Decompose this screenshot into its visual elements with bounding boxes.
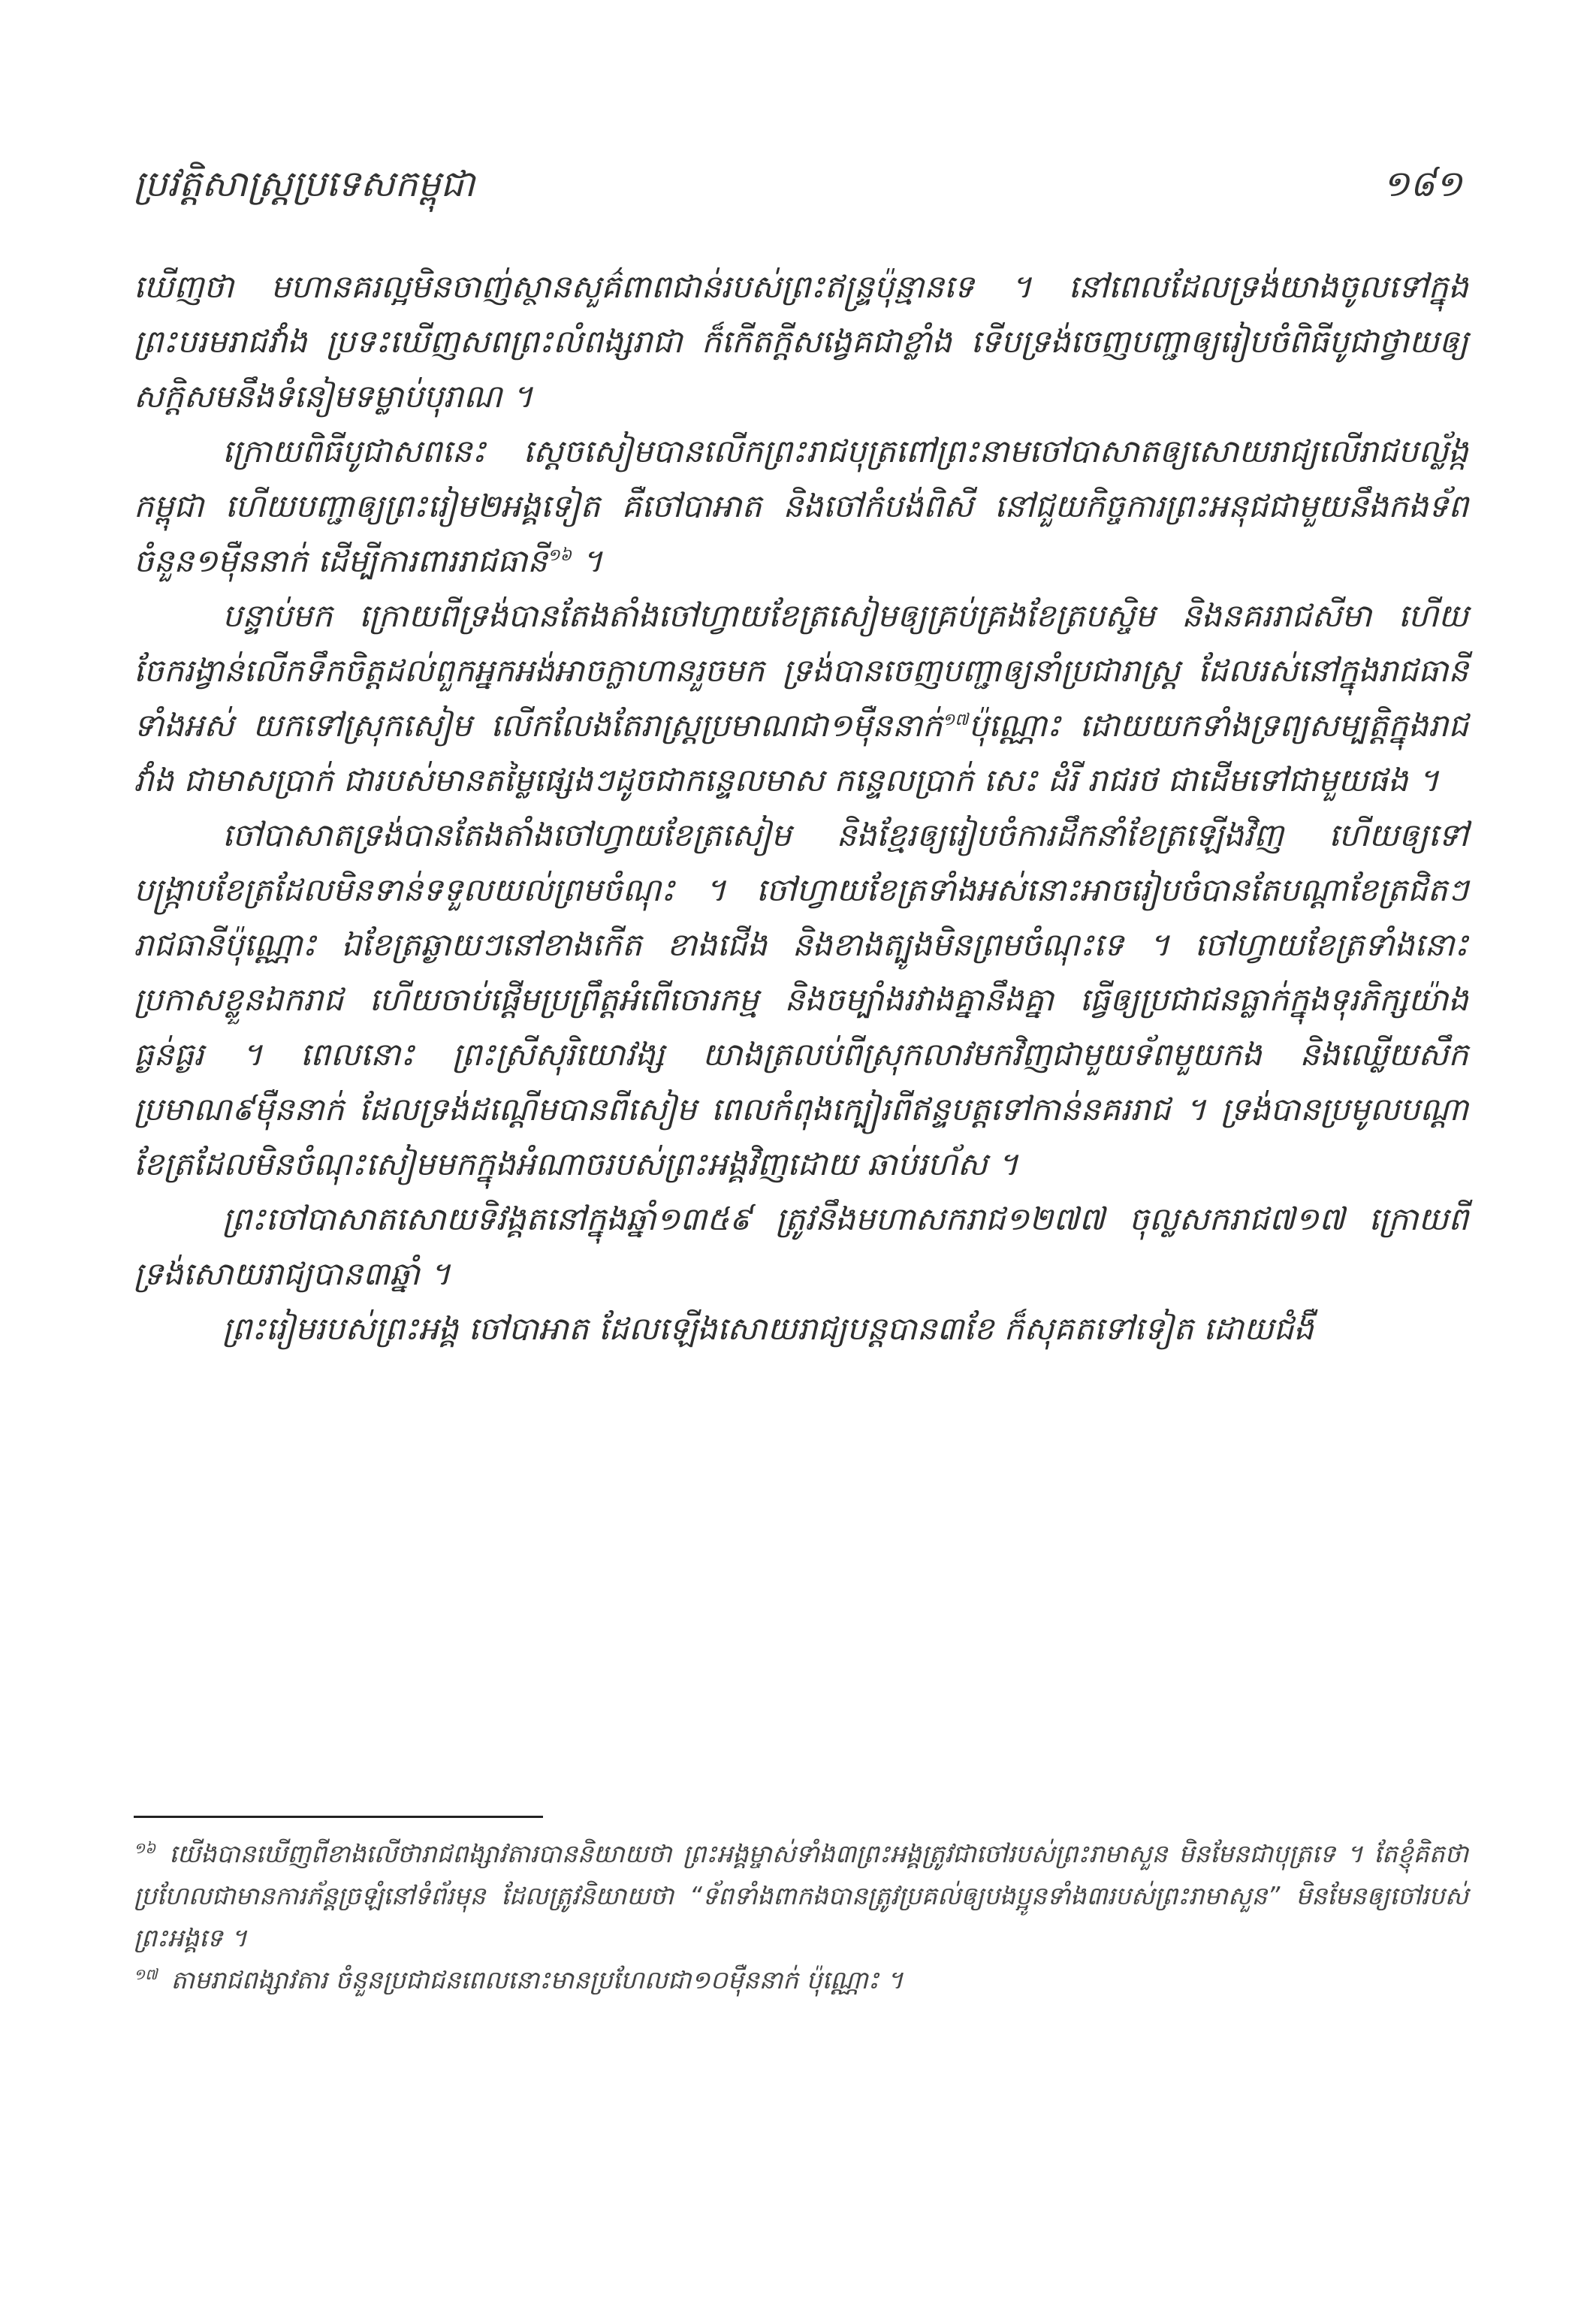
footnote-number: ១៦ (134, 1839, 156, 1857)
body-text (134, 259, 1468, 1356)
paragraph-text: ក្រោយពិធីបូជាសពនេះ ស្ដេចសៀមបានលើកព្រះរាជបុត្រពៅព្រះនាមចៅបាសាតឲ្យសោយរាជ្យលើរាជបល្ល័ង្កកម្ពុជា ហើយបញ្ជាឲ្យព្រះរៀម២អង្គទៀត គឺចៅបាអាត និងចៅកំបង់ពិសី នៅជួយកិច្ចការព្រះអនុជជាមួយនឹងកងទ័ពចំនួន១ម៉ឺននាក់ ដើម្បីការពាររាជធានី (134, 433, 1468, 579)
paragraph (134, 424, 1468, 588)
footnote-number: ១៧ (134, 1965, 158, 1983)
paragraph-continuation (134, 259, 1468, 424)
running-title: ប្រវត្តិសាស្ត្រប្រទេសកម្ពុជា (134, 163, 475, 205)
paragraph-text: ព្រះរៀមរបស់ព្រះអង្គ ចៅបាអាត ដែលឡើងសោយរាជ្យបន្តបាន៣ខែ ក៏សុគតទៅទៀត ដោយជំងឺ (222, 1310, 1314, 1347)
paragraph-text: ឃើញថា មហានគរល្អមិនចាញ់ស្ថានសួគ៌ពាពជាន់របស់ព្រះឥន្ទ្រប៉ុន្មានទេ ។ នៅពេលដែលទ្រង់យាងចូលទៅក្នុងព្រះបរមរាជវាំង ប្រទះឃើញសពព្រះលំពង្សរាជា ក៏កើតក្ដីសង្វេគជាខ្លាំង ទើបទ្រង់ចេញបញ្ជាឲ្យរៀបចំពិធីបូជាថ្វាយឲ្យសក្ដិសមនឹងទំនៀមទម្លាប់បុរាណ ។ (134, 268, 1468, 415)
footnote (134, 1959, 1468, 2001)
footnotes (134, 1833, 1468, 2001)
footnote-reference[interactable]: ១៧ (942, 711, 969, 729)
paragraph-text: ចៅបាសាតទ្រង់បានតែងតាំងចៅហ្វាយខែត្រសៀម និងខ្មែរឲ្យរៀបចំការដឹកនាំខែត្រឡើងវិញ ហើយឲ្យទៅបង្ក្រាបខែត្រដែលមិនទាន់ទទួលយល់ព្រមចំណុះ ។ ចៅហ្វាយខែត្រទាំងអស់នោះអាចរៀបចំបានតែបណ្ដាខែត្រជិតៗរាជធានីប៉ុណ្ណោះ ឯខែត្រឆ្ងាយៗនៅខាងកើត ខាងជើង និងខាងត្បូងមិនព្រមចំណុះទេ ។ ចៅហ្វាយខែត្រទាំងនោះប្រកាសខ្លួនឯករាជ ហើយចាប់ផ្ដើមប្រព្រឹត្តអំពើចោរកម្ម និងចម្បាំងរវាងគ្នានឹងគ្នា ធ្វើឲ្យប្រជាជនធ្លាក់ក្នុងទុរភិក្សយ៉ាងធ្ងន់ធ្ងរ ។ ពេលនោះ ព្រះស្រីសុរិយោវង្ស យាងត្រលប់ពីស្រុកលាវមកវិញជាមួយទ័ពមួយកង និងឈ្លើយសឹកប្រមាណ៩ម៉ឺននាក់ ដែលទ្រង់ដណ្ដើមបានពីសៀម ពេលកំពុងក្បៀរពីឥន្ទបត្តទៅកាន់នគររាជ ។ ទ្រង់បានប្រមូលបណ្ដាខែត្រដែលមិនចំណុះសៀមមកក្នុងអំណាចរបស់ព្រះអង្គវិញដោយ ឆាប់រហ័ស ។ (134, 817, 1468, 1182)
page-header (134, 158, 1462, 218)
paragraph-text: ព្រះចៅបាសាតសោយទិវង្គតនៅក្នុងឆ្នាំ១៣៥៩ ត្រូវនឹងមហាសករាជ១២៧៧ ចុល្លសករាជ៧១៧ ក្រោយពីទ្រង់សោយរាជ្យបាន៣ឆ្នាំ ។ (134, 1200, 1468, 1292)
footnote-divider (134, 1816, 543, 1818)
paragraph-text: បន្ទាប់មក ក្រោយពីទ្រង់បានតែងតាំងចៅហ្វាយខែត្រសៀមឲ្យគ្រប់គ្រងខែត្របស្ចិម និងនគររាជសីមា ហើយចែករង្វាន់លើកទឹកចិត្តដល់ពួកអ្នកអង់អាចក្លាហានរួចមក ទ្រង់បានចេញបញ្ជាឲ្យនាំប្រជារាស្ត្រ ដែលរស់នៅក្នុងរាជធានីទាំងអស់ យកទៅស្រុកសៀម លើកលែងតែរាស្ត្រប្រមាណជា១ម៉ឺននាក់ (134, 597, 1468, 744)
paragraph (134, 808, 1468, 1191)
paragraph-text-end: ប៉ុណ្ណោះ ដោយយកទាំងទ្រព្យសម្បត្តិក្នុងរាជវាំង ជាមាសប្រាក់ ជារបស់មានតម្លៃផ្សេងៗដូចជាកន្ទេលមាស កន្ទេលប្រាក់ សេះ ដំរី រាជរថ ជាដើមទៅជាមួយផង ។ (134, 707, 1468, 799)
footnote-reference[interactable]: ១៦ (547, 546, 572, 565)
paragraph-text-end: ។ (572, 542, 603, 579)
paragraph (134, 1301, 1468, 1356)
paragraph (134, 1191, 1468, 1301)
footnote-text: យើងបានឃើញពីខាងលើថារាជពង្សាវតារបាននិយាយថា ព្រះអង្គម្ចាស់ទាំង៣ព្រះអង្គត្រូវជាចៅរបស់ព្រះរាមាសួន មិនមែនជាបុត្រទេ ។ តែខ្ញុំគិតថាប្រហែលជាមានការភ័ន្តច្រឡំនៅទំព័រមុន ដែលត្រូវនិយាយថា “ទ័ពទាំងពាកងបានត្រូវប្រគល់ឲ្យបងប្អូនទាំង៣របស់ព្រះរាមាសួន” មិនមែនឲ្យចៅរបស់ព្រះអង្គទេ ។ (134, 1839, 1468, 1952)
footnote (134, 1833, 1468, 1959)
footnote-text: តាមរាជពង្សាវតារ ចំនួនប្រជាជនពេលនោះមានប្រហែលជា១០ម៉ឺននាក់ ប៉ុណ្ណោះ ។ (170, 1965, 904, 1994)
paragraph (134, 588, 1468, 808)
page-number: ១៨១ (1382, 163, 1462, 205)
